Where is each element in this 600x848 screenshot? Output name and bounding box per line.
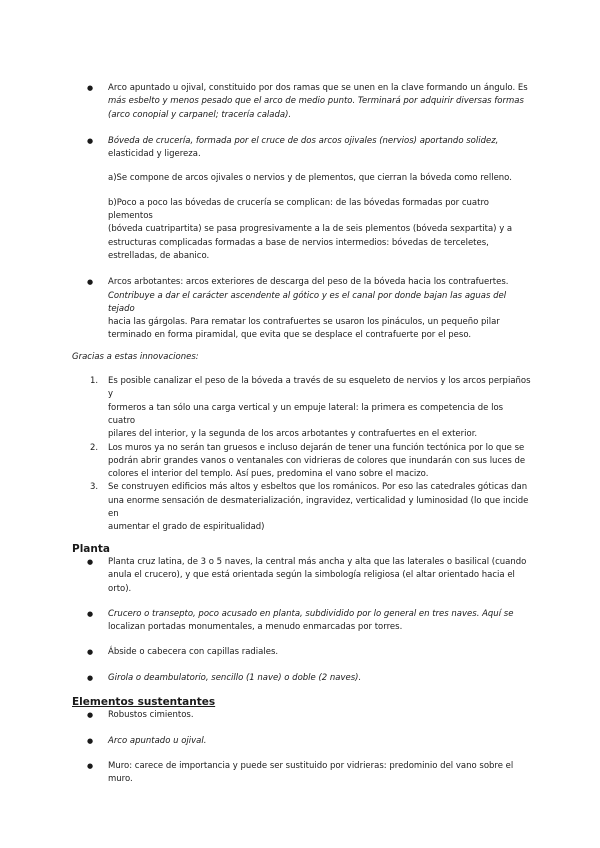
text-line: Muro: carece de importancia y puede ser sustituido por vidrieras: predominio del vano sobre el xyxy=(108,760,514,771)
item-number: 3. xyxy=(90,482,99,493)
text-line: podrán abrir grandes vanos o ventanales con vidrieras de colores que inundarán con sus luces de xyxy=(108,455,526,466)
text-line: Contribuye a dar el carácter ascendente al gótico y es el canal por donde bajan las aguas del tejado xyxy=(108,290,507,314)
text-line: anula el crucero), y que está orientada según la simbología religiosa (el altar orientado hacia el xyxy=(108,570,515,581)
bullet-icon: ● xyxy=(87,736,94,745)
text-line: Arco apuntado u ojival. xyxy=(108,735,207,746)
numbered-item xyxy=(72,442,532,482)
bullet-icon: ● xyxy=(87,557,94,566)
text-line: terminado en forma piramidal, que evita que se desplace el contrafuerte por el peso. xyxy=(108,330,472,341)
list-item xyxy=(72,135,532,162)
text-line: hacia las gárgolas. Para rematar los contrafuertes se usaron los pináculos, un pequeño pilar xyxy=(108,317,500,328)
text-line: Girola o deambulatorio, sencillo (1 nave) o doble (2 naves). xyxy=(108,672,362,683)
list-item xyxy=(72,672,532,685)
text-line: Es posible canalizar el peso de la bóveda a través de su esqueleto de nervios y los arcos perpiaños y xyxy=(108,376,531,400)
list-item xyxy=(72,646,532,659)
numbered-item xyxy=(72,375,532,441)
text-line: Los muros ya no serán tan gruesos e incluso dejarán de tener una función tectónica por lo que se xyxy=(108,442,525,453)
text-line: Ábside o cabecera con capillas radiales. xyxy=(108,647,279,658)
sub-paragraph: a)Se compone de arcos ojivales o nervios y de plementos, que cierran la bóveda como relleno. xyxy=(108,173,512,184)
text-line: Arco apuntado u ojival, constituido por dos ramas que se unen en la clave formando un ángulo. Es xyxy=(108,83,528,93)
item-number: 1. xyxy=(90,376,99,387)
bullet-icon: ● xyxy=(87,673,94,682)
list-item xyxy=(72,709,532,722)
list-item xyxy=(72,608,532,635)
text-line: pilares del interior, y la segunda de los arcos arbotantes y contrafuertes en el exterior. xyxy=(108,429,478,440)
bullet-icon: ● xyxy=(87,648,94,657)
document-body xyxy=(72,82,532,786)
text-line: Bóveda de crucería, formada por el cruce de dos arcos ojivales (nervios) aportando solidez, xyxy=(108,135,499,146)
text-line: Se construyen edificios más altos y esbeltos que los románicos. Por eso las catedrales góticas dan xyxy=(108,482,528,493)
text-line: una enorme sensación de desmaterialización, ingravidez, verticalidad y luminosidad (lo que incide en xyxy=(108,495,529,520)
bullet-icon: ● xyxy=(87,711,94,720)
list-item xyxy=(72,760,532,787)
bullet-icon: ● xyxy=(87,761,94,770)
bullet-icon: ● xyxy=(87,609,94,618)
bullet-icon: ● xyxy=(87,84,94,92)
text-line: b)Poco a poco las bóvedas de crucería se complican: de las bóvedas formadas por cuatro plementos xyxy=(108,197,489,222)
text-line: aumentar el grado de espiritualidad) xyxy=(108,522,265,533)
bullet-icon: ● xyxy=(87,136,94,145)
text-line: Crucero o transepto, poco acusado en planta, subdividido por lo general en tres naves. Aquí se xyxy=(108,608,514,619)
numbered-item xyxy=(72,481,532,534)
text-line: Robustos cimientos. xyxy=(108,710,194,721)
text-line: orto). xyxy=(108,583,132,594)
list-item xyxy=(72,735,532,748)
sub-paragraph xyxy=(108,197,532,263)
text-line: muro. xyxy=(108,774,133,785)
list-item xyxy=(72,276,532,342)
list-item xyxy=(72,556,532,596)
text-line: Planta cruz latina, de 3 o 5 naves, la central más ancha y alta que las laterales o basilical (cuando xyxy=(108,556,527,567)
text-line: elasticidad y ligereza. xyxy=(108,149,201,160)
text-line: estructuras complicadas formadas a base de nervios intermedios: bóvedas de terceletes, xyxy=(108,237,489,248)
intro-line: Gracias a estas innovaciones: xyxy=(72,351,199,362)
text-line: (bóveda cuatripartita) se pasa progresivamente a la de seis plementos (bóveda sexpartita) y a xyxy=(108,224,513,235)
section-heading-sustentantes: Elementos sustentantes xyxy=(72,695,216,708)
text-line: más esbelto y menos pesado que el arco de medio punto. Terminará por adquirir diversas formas xyxy=(108,96,524,107)
text-line: localizan portadas monumentales, a menudo enmarcadas por torres. xyxy=(108,622,403,633)
item-number: 2. xyxy=(90,442,99,453)
text-line: colores el interior del templo. Así pues, predomina el vano sobre el macizo. xyxy=(108,469,429,480)
text-line: (arco conopial y carpanel; tracería calada). xyxy=(108,109,292,120)
section-heading-planta: Planta xyxy=(72,542,110,555)
list-item xyxy=(72,82,532,122)
bullet-icon: ● xyxy=(87,278,94,287)
text-line: Arcos arbotantes: arcos exteriores de descarga del peso de la bóveda hacia los contrafuertes. xyxy=(108,277,509,288)
text-line: estrelladas, de abanico. xyxy=(108,250,210,261)
text-line: formeros a tan sólo una carga vertical y un empuje lateral: la primera es competencia de los cuatro xyxy=(108,402,504,426)
